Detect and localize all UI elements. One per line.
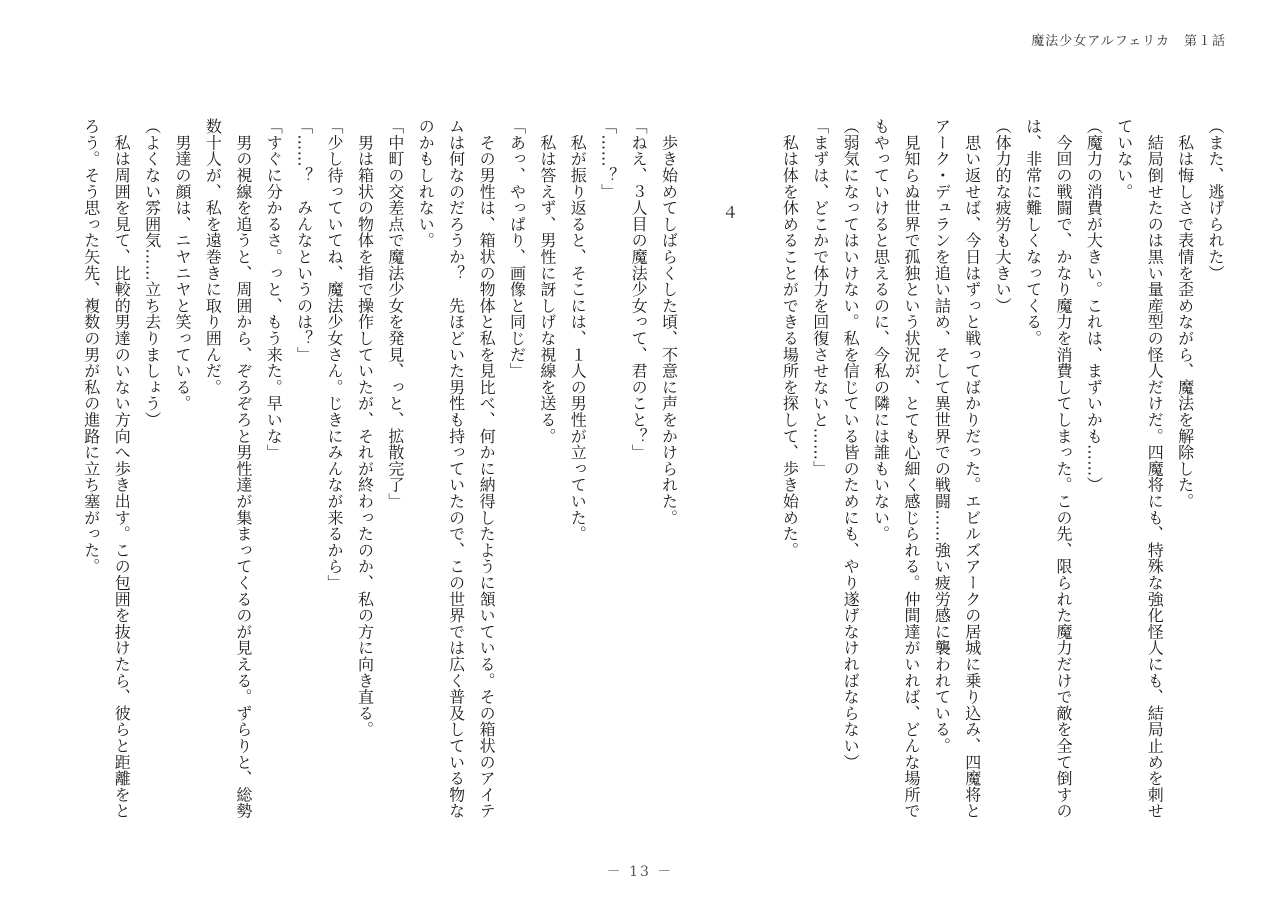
book-title: 魔法少女アルフェリカ — [1031, 34, 1170, 49]
paragraph: 今回の戦闘で、かなり魔力を消費してしまった。この先、限られた魔力だけで敵を全て倒すのは、非常に難しくなってくる。 — [1023, 118, 1073, 819]
paragraph: 「まずは、どこかで体力を回復させないと……」 — [810, 118, 830, 477]
running-header — [1031, 30, 1226, 49]
paragraph: （また、逃げられた） — [1206, 118, 1225, 281]
paragraph: （体力的な疲労も大きい） — [993, 118, 1013, 314]
paragraph: 男の視線を追うと、周囲から、ぞろぞろと男性達が集まってくるのが見える。ずらりと、総勢数十人が、私を遠巻きに取り囲んだ。 — [203, 118, 253, 819]
vertical-body-text — [65, 118, 1230, 828]
page-number: － 13 － — [606, 864, 674, 880]
paragraph: （弱気になってはいけない。私を信じている皆のためにも、やり遂げなければならない） — [841, 118, 861, 770]
paragraph: 男は箱状の物体を指で操作していたが、それが終わったのか、私の方に向き直る。 — [355, 118, 375, 738]
paragraph: 「少し待っていてね、魔法少女さん。じきにみんなが来るから」 — [325, 118, 345, 591]
paragraph: 結局倒せたのは黒い量産型の怪人だけだ。四魔将にも、特殊な強化怪人にも、結局止めを刺せていない。 — [1114, 118, 1165, 819]
paragraph: 見知らぬ世界で孤独という状況が、とても心細く感じられる。仲間達がいれば、どんな場所でもやっていけると思えるのに、今私の隣には誰もいない。 — [871, 118, 921, 819]
paragraph: 「すぐに分かるさ。っと、もう来た。早いな」 — [264, 118, 284, 461]
paragraph: 私は答えず、男性に訝しげな視線を送る。 — [537, 118, 557, 444]
paragraph: 「ねえ、３人目の魔法少女って、君のこと？」 — [629, 118, 649, 461]
chapter-label: 第１話 — [1183, 34, 1226, 49]
paragraph: 私は体を休めることができる場所を探して、歩き始めた。 — [780, 118, 800, 559]
section-number: ４ — [719, 204, 739, 221]
paragraph: 「中町の交差点で魔法少女を発見、っと、拡散完了」 — [385, 118, 405, 510]
paragraph: 思い返せば、今日はずっと戦ってばかりだった。エビルズアークの居城に乗り込み、四魔将とアーク・デュランを追い詰め、そして異世界での戦闘……強い疲労感に襲われている。 — [932, 118, 982, 819]
paragraph: 私が振り返ると、そこには、１人の男性が立っていた。 — [568, 118, 588, 542]
paragraph: （よくない雰囲気……立ち去りましょう） — [142, 118, 162, 428]
paragraph: その男性は、箱状の物体と私を見比べ、何かに納得したように頷いている。その箱状のアイテムは何なのだろうか？ 先ほどいた男性も持っていたので、この世界では広く普及している物なのかもしれない。 — [416, 118, 497, 819]
paragraph: 「……？ みんなというのは？」 — [294, 118, 314, 363]
paragraph: 歩き始めてしばらくした頃、不意に声をかけられた。 — [659, 118, 679, 526]
paragraph: 私は周囲を見て、比較的男達のいない方向へ歩き出す。この包囲を抜けたら、彼らと距離をとろう。そう思った矢先、複数の男が私の進路に立ち塞がった。 — [81, 118, 132, 819]
paragraph: 「あっ、やっぱり、画像と同じだ」 — [507, 118, 527, 379]
paragraph: （魔力の消費が大きい。これは、まずいかも……） — [1084, 118, 1104, 493]
paragraph: 男達の顔は、ニヤニヤと笑っている。 — [173, 118, 192, 412]
paragraph: 「……？」 — [598, 118, 618, 200]
paragraph: 私は悔しさで表情を歪めながら、魔法を解除した。 — [1175, 118, 1195, 510]
